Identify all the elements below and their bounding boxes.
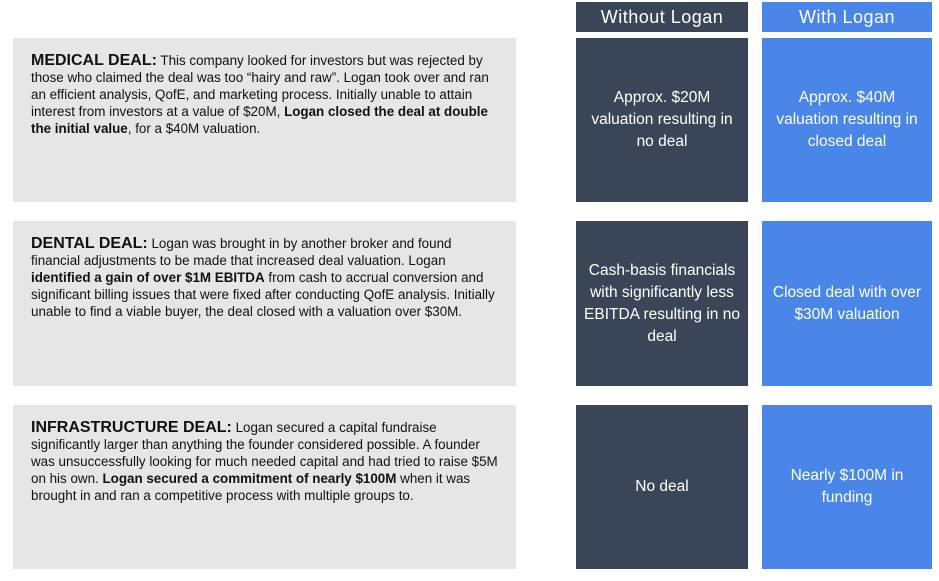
infrastructure-deal-text: Logan secured a capital fundraise significantly larger than anything the founder considered possible. A founder was unsuccessfully looking for much needed capital and had tried to raise $5M on his own.	[31, 420, 498, 486]
infrastructure-without-logan-text: No deal	[635, 478, 689, 495]
medical-deal-highlight: Logan closed the deal at double the initial value	[31, 104, 488, 136]
without-logan-header: Without Logan	[576, 2, 748, 32]
dental-deal-text: Logan was brought in by another broker and found financial adjustments to be made that increased deal valuation. Logan	[31, 236, 452, 268]
infrastructure-with-logan	[762, 405, 932, 569]
medical-with-logan	[762, 38, 932, 202]
medical-deal-text-end: , for a $40M valuation.	[127, 121, 261, 136]
medical-without-logan	[576, 38, 748, 202]
infrastructure-with-logan-text: Nearly $100M in funding	[790, 467, 904, 506]
dental-with-logan	[762, 221, 932, 386]
with-logan-header: With Logan	[762, 2, 932, 32]
infrastructure-deal-title: INFRASTRUCTURE DEAL:	[31, 419, 232, 436]
dental-deal-text-end: from cash to accrual conversion and significant billing issues that were fixed after conducting QofE analysis. Initially unable to find a viable buyer, the deal closed with a valuation over $30M.	[31, 270, 495, 319]
dental-with-logan-text: Closed deal with over $30M valuation	[772, 283, 922, 323]
dental-without-logan	[576, 221, 748, 386]
medical-deal-description	[13, 38, 516, 202]
medical-without-logan-text: Approx. $20M valuation resulting in no deal	[591, 89, 733, 150]
infrastructure-deal-description	[13, 405, 516, 569]
dental-deal-highlight: identified a gain of over $1M EBITDA	[31, 270, 265, 285]
infrastructure-without-logan	[576, 405, 748, 569]
infrastructure-deal-text-end: when it was brought in and ran a competitive process with multiple groups to.	[31, 471, 471, 503]
infrastructure-deal-highlight: Logan secured a commitment of nearly $100M	[102, 471, 397, 486]
medical-deal-text: This company looked for investors but was rejected by those who claimed the deal was too “hairy and raw”. Logan took over and ran an efficient analysis, QofE, and marketing process. Initially unable to attain interest from investors at a value of $20M,	[31, 53, 489, 119]
medical-deal-title: MEDICAL DEAL:	[31, 52, 157, 69]
medical-with-logan-text: Approx. $40M valuation resulting in closed deal	[776, 89, 918, 150]
dental-deal-description	[13, 221, 516, 386]
dental-deal-title: DENTAL DEAL:	[31, 235, 148, 252]
dental-without-logan-text: Cash-basis financials with significantly less EBITDA resulting in no deal	[584, 261, 740, 345]
